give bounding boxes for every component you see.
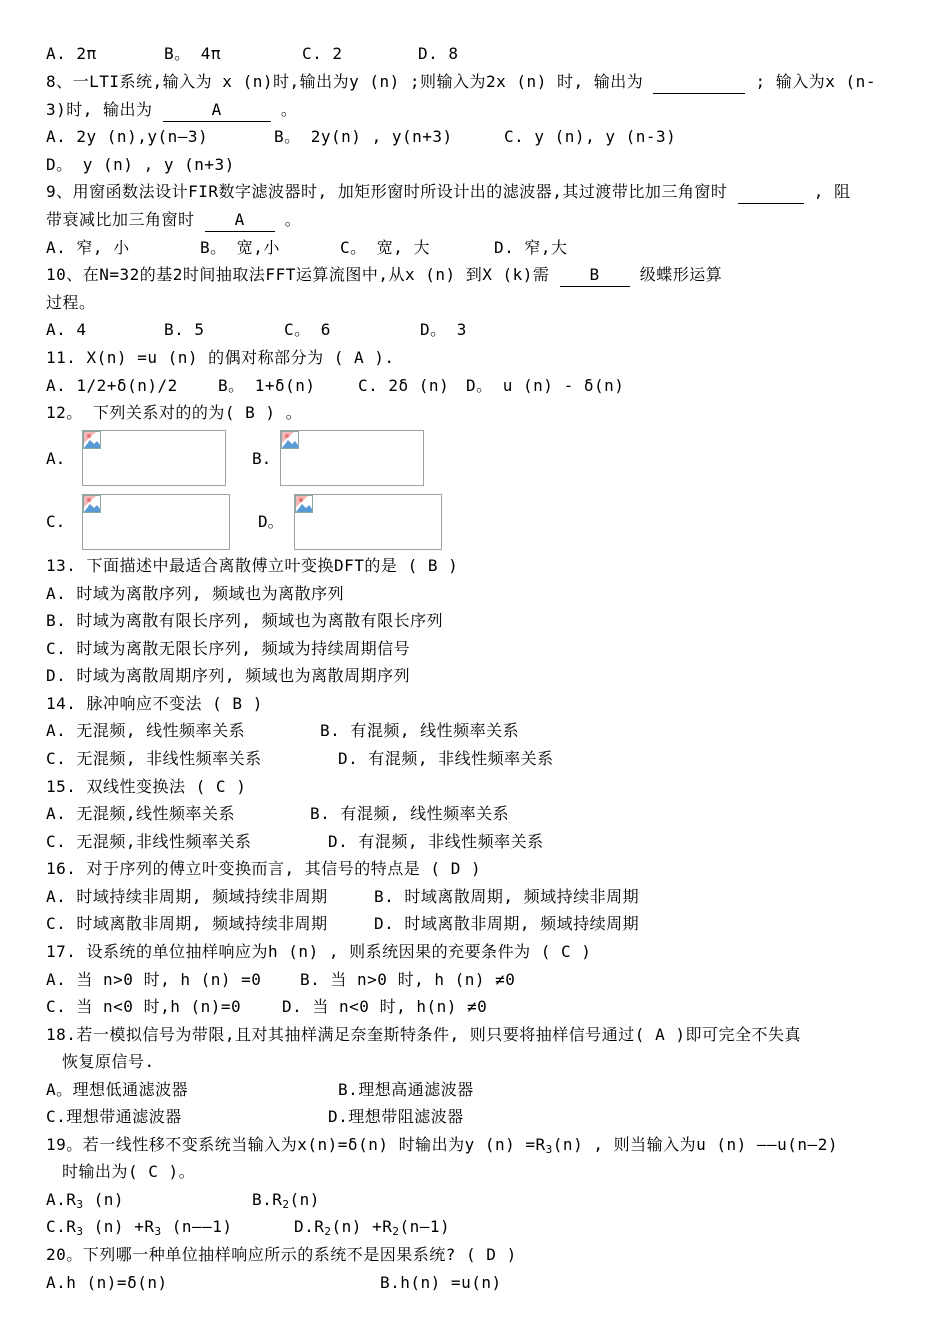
q19-option-a bbox=[46, 1190, 124, 1209]
q19-option-d-sub2: 2 bbox=[392, 1225, 400, 1238]
q12-stem: 12。 下列关系对的的为( B ) 。 bbox=[46, 403, 303, 422]
q19-option-c-text3: (n——1) bbox=[161, 1217, 233, 1236]
q19-option-c bbox=[46, 1217, 233, 1236]
q19-option-d-text2: (n) +R bbox=[331, 1217, 393, 1236]
q14-option-d: D. 有混频, 非线性频率关系 bbox=[338, 749, 554, 768]
q10-option-b: B. 5 bbox=[164, 320, 205, 339]
q8-text-2b: 。 bbox=[280, 100, 298, 119]
q17-stem: 17. 设系统的单位抽样响应为h (n) , 则系统因果的充要条件为 ( C ) bbox=[46, 942, 592, 961]
q9-option-d: D. 窄,大 bbox=[494, 238, 568, 257]
q19-option-b-text: B.R bbox=[252, 1190, 283, 1209]
q15-option-d: D. 有混频, 非线性频率关系 bbox=[328, 832, 544, 851]
q19-text-b: (n) , 则当输入为u (n) ——u(n—2) bbox=[552, 1135, 838, 1154]
q19-text: 19。若一线性移不变系统当输入为x(n)=δ(n) 时输出为y (n) =R bbox=[46, 1135, 546, 1154]
q14-option-a: A. 无混频, 线性频率关系 bbox=[46, 721, 246, 740]
q12-label-a: A. bbox=[46, 449, 66, 468]
q16-option-a: A. 时域持续非周期, 频域持续非周期 bbox=[46, 887, 328, 906]
broken-image-icon bbox=[83, 495, 101, 513]
q19-option-c-text2: (n) +R bbox=[83, 1217, 155, 1236]
q17-option-b: B. 当 n>0 时, h (n) ≠0 bbox=[300, 970, 516, 989]
q7-option-b: B。 4π bbox=[164, 44, 222, 63]
q12-option-d-image bbox=[294, 494, 442, 550]
q9-options bbox=[46, 237, 910, 259]
q9-option-a: A. 窄, 小 bbox=[46, 238, 130, 257]
q18-option-a: A。理想低通滤波器 bbox=[46, 1080, 189, 1099]
q16-stem: 16. 对于序列的傅立叶变换而言, 其信号的特点是 ( D ) bbox=[46, 859, 482, 878]
q13-option-c: C. 时域为离散无限长序列, 频域为持续周期信号 bbox=[46, 639, 411, 658]
q10-stem-line1 bbox=[46, 264, 910, 287]
q10-text-b: 级蝶形运算 bbox=[639, 265, 723, 284]
q19-option-b-rest: (n) bbox=[289, 1190, 320, 1209]
q9-stem-line2 bbox=[46, 209, 910, 232]
q19-options-row1 bbox=[46, 1189, 910, 1211]
q8-option-a: A. 2y (n),y(n—3) bbox=[46, 127, 209, 146]
q12-option-c-image bbox=[82, 494, 230, 550]
q8-options-row2 bbox=[46, 154, 910, 176]
q19-option-c-sub1: 3 bbox=[76, 1225, 84, 1238]
q18-stem-line1: 18.若一模拟信号为带限,且对其抽样满足奈奎斯特条件, 则只要将抽样信号通过( A )即可完全不失真 bbox=[46, 1025, 801, 1044]
q19-option-d-sub1: 2 bbox=[324, 1225, 332, 1238]
q15-option-a: A. 无混频,线性频率关系 bbox=[46, 804, 236, 823]
q19-option-d-text: D.R bbox=[294, 1217, 325, 1236]
q20-option-a: A.h (n)=δ(n) bbox=[46, 1273, 168, 1292]
q8-blank-1 bbox=[653, 71, 745, 94]
q19-option-b bbox=[252, 1189, 320, 1211]
broken-image-icon bbox=[83, 431, 101, 449]
q13-option-a: A. 时域为离散序列, 频域也为离散序列 bbox=[46, 584, 345, 603]
q18-option-c: C.理想带通滤波器 bbox=[46, 1107, 182, 1126]
q18-options-row2 bbox=[46, 1106, 910, 1128]
q19-subscript: 3 bbox=[545, 1143, 553, 1156]
q19-option-a-sub: 3 bbox=[76, 1198, 84, 1211]
q19-option-c-sub2: 3 bbox=[154, 1225, 162, 1238]
q15-options-row2 bbox=[46, 831, 910, 853]
q8-options-row1 bbox=[46, 126, 910, 148]
q16-option-d: D. 时域离散非周期, 频域持续周期 bbox=[374, 914, 640, 933]
q9-text: 9、用窗函数法设计FIR数字滤波器时, 加矩形窗时所设计出的滤波器,其过渡带比加三角窗时 bbox=[46, 182, 728, 201]
q8-answer: A bbox=[163, 99, 271, 122]
q11-option-c: C. 2δ (n) bbox=[358, 376, 450, 395]
q14-options-row2 bbox=[46, 748, 910, 770]
q8-option-d: D。 y (n) , y (n+3) bbox=[46, 155, 235, 174]
q7-option-c: C. 2 bbox=[302, 44, 343, 63]
q16-options-row1 bbox=[46, 886, 910, 908]
q17-options-row2 bbox=[46, 996, 910, 1018]
q14-option-b: B. 有混频, 线性频率关系 bbox=[320, 721, 520, 740]
q8-text-b: ; 输入为x (n- bbox=[755, 72, 876, 91]
q19-option-b-sub: 2 bbox=[282, 1198, 290, 1211]
q12-label-b: B. bbox=[252, 449, 272, 468]
q20-stem: 20。下列哪一种单位抽样响应所示的系统不是因果系统? ( D ) bbox=[46, 1245, 517, 1264]
q13-stem: 13. 下面描述中最适合离散傅立叶变换DFT的是 ( B ) bbox=[46, 556, 459, 575]
q10-text: 10、在N=32的基2时间抽取法FFT运算流图中,从x (n) 到X (k)需 bbox=[46, 265, 550, 284]
q15-option-c: C. 无混频,非线性频率关系 bbox=[46, 832, 252, 851]
q7-option-d: D. 8 bbox=[418, 44, 459, 63]
q9-text-b: , 阻 bbox=[813, 182, 851, 201]
q10-option-a: A. 4 bbox=[46, 320, 87, 339]
q12-label-c: C. bbox=[46, 512, 66, 531]
q14-options-row1 bbox=[46, 720, 910, 742]
q17-option-a: A. 当 n>0 时, h (n) =0 bbox=[46, 970, 262, 989]
q17-option-d: D. 当 n<0 时, h(n) ≠0 bbox=[282, 997, 488, 1016]
q10-option-c: C。 6 bbox=[284, 320, 331, 339]
q8-stem-line1 bbox=[46, 71, 910, 94]
q9-text-2b: 。 bbox=[284, 210, 302, 229]
q12-option-b-image bbox=[280, 430, 424, 486]
q10-option-d: D。 3 bbox=[420, 320, 467, 339]
q15-options-row1 bbox=[46, 803, 910, 825]
q8-text: 8、一LTI系统,输入为 x (n)时,输出为y (n) ;则输入为2x (n) 时, 输出为 bbox=[46, 72, 644, 91]
q10-stem-line2: 过程。 bbox=[46, 293, 96, 312]
q15-option-b: B. 有混频, 线性频率关系 bbox=[310, 804, 510, 823]
q18-options-row1 bbox=[46, 1079, 910, 1101]
q11-options bbox=[46, 375, 910, 397]
q19-option-a-rest: (n) bbox=[83, 1190, 125, 1209]
q19-stem-line1 bbox=[46, 1134, 910, 1156]
q7-option-a: A. 2π bbox=[46, 44, 97, 63]
q12-option-a-image bbox=[82, 430, 226, 486]
q18-stem-line2: 恢复原信号. bbox=[62, 1052, 155, 1071]
q8-option-b: B。 2y(n) , y(n+3) bbox=[274, 127, 453, 146]
q9-option-c: C。 宽, 大 bbox=[340, 238, 431, 257]
q9-option-b: B。 宽,小 bbox=[200, 238, 280, 257]
q11-option-b: B。 1+δ(n) bbox=[218, 376, 316, 395]
q8-option-c: C. y (n), y (n-3) bbox=[504, 127, 677, 146]
q9-blank-1 bbox=[738, 181, 804, 204]
q13-option-b: B. 时域为离散有限长序列, 频域也为离散有限长序列 bbox=[46, 611, 444, 630]
q19-option-d bbox=[294, 1216, 450, 1238]
q19-stem-line2: 时输出为( C )。 bbox=[62, 1162, 196, 1181]
q19-option-a-text: A.R bbox=[46, 1190, 77, 1209]
q8-stem-line2 bbox=[46, 99, 910, 122]
q9-stem-line1 bbox=[46, 181, 910, 204]
q8-text-2: 3)时, 输出为 bbox=[46, 100, 153, 119]
q15-stem: 15. 双线性变换法 ( C ) bbox=[46, 777, 247, 796]
q13-option-d: D. 时域为离散周期序列, 频域也为离散周期序列 bbox=[46, 666, 411, 685]
q18-option-b: B.理想高通滤波器 bbox=[338, 1080, 474, 1099]
q18-option-d: D.理想带阻滤波器 bbox=[328, 1107, 464, 1126]
q14-stem: 14. 脉冲响应不变法 ( B ) bbox=[46, 694, 263, 713]
q16-options-row2 bbox=[46, 913, 910, 935]
q16-option-b: B. 时域离散周期, 频域持续非周期 bbox=[374, 887, 640, 906]
q19-option-c-text: C.R bbox=[46, 1217, 77, 1236]
q14-option-c: C. 无混频, 非线性频率关系 bbox=[46, 749, 262, 768]
q11-option-d: D。 u (n) - δ(n) bbox=[466, 376, 625, 395]
q11-option-a: A. 1/2+δ(n)/2 bbox=[46, 376, 178, 395]
q17-option-c: C. 当 n<0 时,h (n)=0 bbox=[46, 997, 242, 1016]
q10-answer: B bbox=[560, 264, 630, 287]
q12-label-d: D。 bbox=[258, 512, 284, 531]
broken-image-icon bbox=[295, 495, 313, 513]
q19-options-row2 bbox=[46, 1216, 910, 1238]
q16-option-c: C. 时域离散非周期, 频域持续非周期 bbox=[46, 914, 328, 933]
q7-options bbox=[46, 43, 910, 65]
broken-image-icon bbox=[281, 431, 299, 449]
q9-text-2: 带衰减比加三角窗时 bbox=[46, 210, 195, 229]
q10-options bbox=[46, 319, 910, 341]
q11-stem: 11. X(n) =u (n) 的偶对称部分为 ( A ). bbox=[46, 348, 395, 367]
q20-options bbox=[46, 1272, 910, 1294]
q17-options-row1 bbox=[46, 969, 910, 991]
q19-option-d-text3: (n—1) bbox=[399, 1217, 451, 1236]
q9-answer: A bbox=[205, 209, 275, 232]
q20-option-b: B.h(n) =u(n) bbox=[380, 1273, 502, 1292]
